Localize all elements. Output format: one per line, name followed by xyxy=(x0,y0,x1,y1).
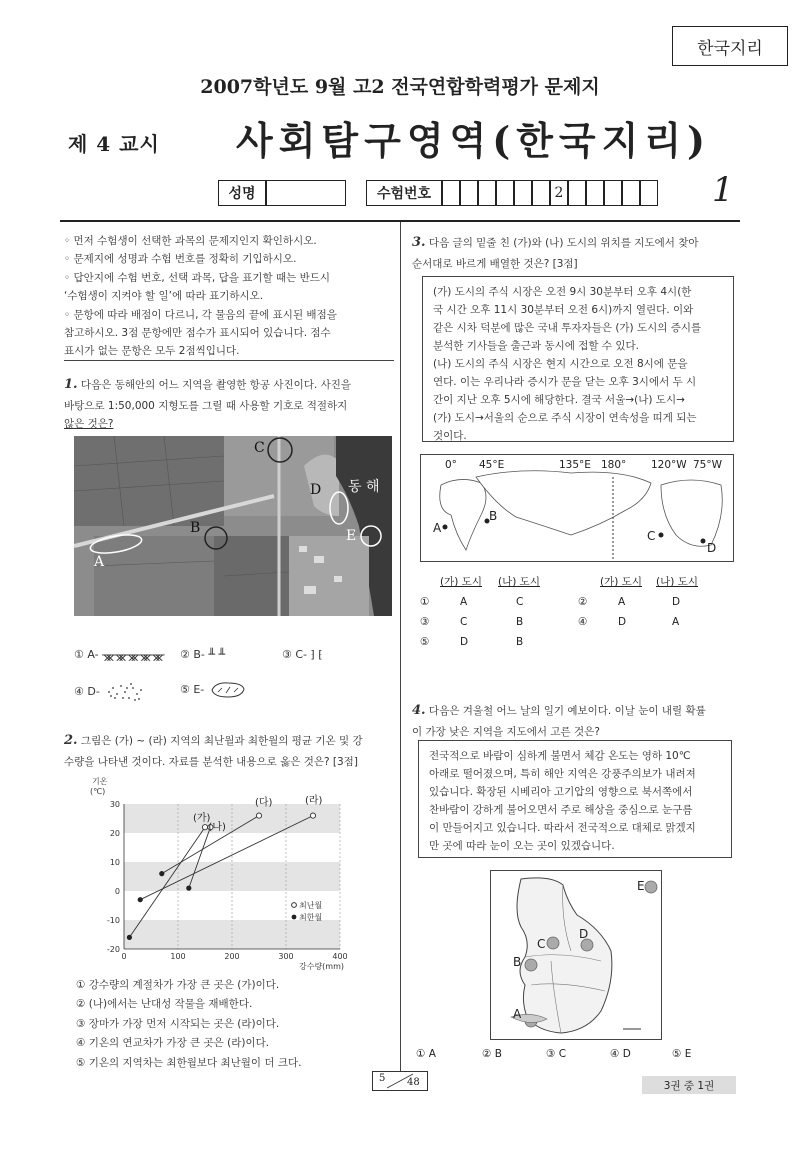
world-map xyxy=(420,454,734,562)
q3-col-ga: (가) 도시 xyxy=(440,576,482,588)
question-text: 다음은 동해안의 어느 지역을 촬영한 항공 사진이다. 사진을 xyxy=(80,379,352,391)
exam-number-box[interactable] xyxy=(442,180,460,206)
q1-option-1[interactable] xyxy=(74,648,163,661)
period-label: 제 4 교시 xyxy=(68,132,160,156)
column-divider xyxy=(400,222,401,1072)
instruction-line: ◦ 답안지에 수험 번호, 선택 과목, 답을 표기할 때는 반드시 xyxy=(64,271,331,284)
chart-x-tick: 300 xyxy=(278,952,294,961)
chart-point-cold xyxy=(127,935,132,940)
chart-y-tick: 10 xyxy=(109,858,120,867)
chart-point-cold xyxy=(159,871,164,876)
map-point-c: C xyxy=(537,937,546,951)
notes-divider xyxy=(64,360,394,361)
choice-na: C xyxy=(516,596,524,608)
passage-line: 국 시간 오후 11시 30분부터 오전 6시)까지 열린다. 이와 xyxy=(433,304,694,317)
korea-map xyxy=(490,870,662,1040)
sand-symbol xyxy=(103,680,149,704)
footer-page: 5 xyxy=(379,1073,386,1084)
choice-ga: A xyxy=(460,596,468,608)
passage-line: 이 만들어지고 있습니다. 따라서 전국적으로 대체로 맑겠지 xyxy=(429,822,696,835)
question-4 xyxy=(412,700,738,741)
exam-number-digit: 2 xyxy=(550,180,568,206)
q1-option-4[interactable] xyxy=(74,680,149,704)
exam-number-box[interactable] xyxy=(568,180,586,206)
photo-label-d: D xyxy=(310,482,322,498)
map-point-d: D xyxy=(707,541,717,555)
question-number: 3. xyxy=(412,235,426,250)
passage-line: 만 곳에 따라 눈이 오는 곳이 있겠습니다. xyxy=(429,840,615,853)
passage-line: 같은 시차 덕분에 많은 국내 투자자들은 (가) 도시의 증시를 xyxy=(433,322,702,335)
map-point-b: B xyxy=(489,509,498,523)
passage-line: 연다. 이는 우리나라 증시가 문을 닫는 오후 3시에서 두 시 xyxy=(433,376,697,389)
legend-cold-label: 최한월 xyxy=(299,913,323,922)
chart-point-warm xyxy=(202,825,207,830)
chart-point-label: (나) xyxy=(208,822,226,834)
exam-number-box[interactable] xyxy=(460,180,478,206)
q1-option-3[interactable] xyxy=(282,648,323,661)
map-point-a: A xyxy=(513,1007,522,1021)
lon-label: 120°W xyxy=(651,459,687,471)
climate-chart xyxy=(70,772,370,972)
q3-passage xyxy=(422,276,734,442)
instruction-line: ◦ 문제지에 성명과 수험 번호를 정확히 기입하시오. xyxy=(64,253,297,266)
q4-choice-1[interactable]: ① A xyxy=(416,1048,436,1060)
option-label: ① A- xyxy=(74,648,99,661)
map-point-e: E xyxy=(637,879,645,893)
q1-option-2[interactable] xyxy=(180,648,225,661)
passage-line: (가) 도시의 주식 시장은 오전 9시 30분부터 오후 4시(한 xyxy=(433,286,692,298)
map-point-c: C xyxy=(647,529,656,543)
photo-label-e: E xyxy=(346,528,357,544)
chart-point-label: (가) xyxy=(193,813,211,825)
passage-line: 아래로 떨어졌으며, 특히 해안 지역은 강풍주의보가 내려져 xyxy=(429,768,696,781)
subject-label-box xyxy=(672,26,788,66)
chart-point-label: (라) xyxy=(305,795,323,807)
chart-y-label-unit: (℃) xyxy=(90,787,106,796)
subject-label: 한국지리 xyxy=(697,38,763,59)
exam-number-box[interactable] xyxy=(514,180,532,206)
chart-x-tick: 200 xyxy=(224,952,240,961)
chart-y-tick: 0 xyxy=(114,887,120,896)
instruction-line: ‘수험생이 지켜야 할 일’에 따라 표기하시오. xyxy=(64,290,264,303)
chart-point-warm xyxy=(256,813,261,818)
choice-number: ② xyxy=(578,596,588,608)
passage-line: 분석한 기사들을 출근과 동시에 접할 수 있다. xyxy=(433,340,639,353)
question-number: 1. xyxy=(64,377,78,392)
photo-label-b: B xyxy=(190,520,201,536)
question-text: 그림은 (가) ~ (라) 지역의 최난월과 최한월의 평균 기온 및 강 xyxy=(80,735,363,747)
question-text: 바탕으로 1:50,000 지형도를 그릴 때 사용할 기호로 적절하지 xyxy=(64,399,348,412)
option-label: ⑤ E- xyxy=(180,683,205,696)
choice-ga: A xyxy=(618,596,626,608)
choice-number: ④ xyxy=(578,616,588,628)
question-text: 이 가장 낮은 지역을 지도에서 고른 것은? xyxy=(412,725,600,738)
q2-choice-1[interactable]: ① 강수량의 계절차가 가장 큰 곳은 (가)이다. xyxy=(76,979,280,991)
chart-y-label: 기온 xyxy=(92,777,108,786)
chart-x-tick: 0 xyxy=(121,952,127,961)
question-text: 순서대로 바르게 배열한 것은? [3점] xyxy=(412,257,578,270)
exam-number-label: 수험번호 xyxy=(366,180,442,206)
question-number: 4. xyxy=(412,703,426,718)
question-text: 다음 글의 밑줄 친 (가)와 (나) 도시의 위치를 지도에서 찾아 xyxy=(428,237,699,249)
photo-label-a: A xyxy=(94,554,105,570)
question-text: 수량을 나타낸 것이다. 자료를 분석한 내용으로 옳은 것은? [3점] xyxy=(64,755,358,768)
main-title: 사회탐구영역(한국지리) xyxy=(236,118,712,163)
question-text: 않은 것은? xyxy=(64,418,114,431)
q2-choices xyxy=(76,976,396,1073)
option-label: ④ D- xyxy=(74,685,100,698)
lon-label: 0° xyxy=(445,459,457,471)
exam-number-box[interactable] xyxy=(640,180,658,206)
passage-line: 전국적으로 바람이 심하게 불면서 체감 온도는 영하 10℃ xyxy=(429,750,691,762)
chart-point-label: (다) xyxy=(255,797,273,809)
option-label: ② B- ╨ ╨ xyxy=(180,648,226,661)
map-point-a: A xyxy=(433,521,442,535)
map-point-b: B xyxy=(513,955,522,969)
q2-choice-3[interactable]: ③ 장마가 가장 먼저 시작되는 곳은 (라)이다. xyxy=(76,1017,280,1030)
page-number: 1 xyxy=(712,170,734,210)
q3-col-na: (나) 도시 xyxy=(498,576,540,588)
choice-na: D xyxy=(672,596,681,608)
instruction-line: 참고하시오. 3점 문항에만 점수가 표시되어 있습니다. 점수 xyxy=(64,326,331,339)
choice-ga: D xyxy=(618,616,627,628)
instructions xyxy=(64,232,394,361)
q2-choice-4[interactable]: ④ 기온의 연교차가 가장 큰 곳은 (라)이다. xyxy=(76,1037,270,1050)
passage-line: (나) 도시의 주식 시장은 현지 시간으로 오전 8시에 문을 xyxy=(433,358,688,371)
exam-number-box[interactable] xyxy=(532,180,550,206)
photo-label-sea: 동 해 xyxy=(348,479,380,495)
choice-na: A xyxy=(672,616,680,628)
climate-chart-svg xyxy=(70,772,370,972)
rock-symbol xyxy=(208,680,248,700)
q4-passage xyxy=(418,740,732,858)
exam-number-box[interactable] xyxy=(496,180,514,206)
q4-choice-5[interactable]: ⑤ E xyxy=(672,1048,692,1060)
chart-point-warm xyxy=(310,813,315,818)
lon-label: 180° xyxy=(601,459,627,471)
booklet-label: 3권 중 1권 xyxy=(642,1076,736,1094)
chart-point-cold xyxy=(138,897,143,902)
passage-line: 간이 지난 오후 5시에 해당한다. 결국 서울→(나) 도시→ xyxy=(433,394,685,407)
aerial-photo xyxy=(74,436,392,616)
passage-line: 것이다. xyxy=(433,430,467,443)
passage-line: 찬바람이 강하게 불어오면서 주로 해상을 중심으로 눈구름 xyxy=(429,804,693,817)
passage-line: 있습니다. 확장된 시베리아 고기압의 영향으로 북서쪽에서 xyxy=(429,786,693,799)
choice-ga: C xyxy=(460,616,468,628)
choice-number: ③ xyxy=(420,616,430,628)
map-point-d: D xyxy=(579,927,589,941)
photo-label-c: C xyxy=(254,440,265,456)
question-number: 2. xyxy=(64,733,78,748)
choice-na: B xyxy=(516,636,524,648)
question-2 xyxy=(64,730,394,771)
legend-warm-marker xyxy=(292,903,297,908)
chart-y-tick: -20 xyxy=(106,945,120,954)
exam-number-box[interactable] xyxy=(604,180,622,206)
legend-cold-marker xyxy=(292,915,297,920)
chart-y-tick: 30 xyxy=(109,800,120,809)
chart-y-tick: -10 xyxy=(106,916,120,925)
chart-x-tick: 400 xyxy=(332,952,348,961)
exam-number-box[interactable] xyxy=(622,180,640,206)
lon-label: 75°W xyxy=(693,459,722,471)
choice-number: ① xyxy=(420,596,430,608)
chart-point-cold xyxy=(186,886,191,891)
q4-choice-2[interactable]: ② B xyxy=(482,1048,502,1060)
chart-y-tick: 20 xyxy=(109,829,120,838)
examinee-info-row xyxy=(218,180,658,206)
legend-warm-label: 최난월 xyxy=(299,901,323,910)
footer-page-box xyxy=(372,1071,428,1091)
question-text: 다음은 겨울철 어느 날의 일기 예보이다. 이날 눈이 내릴 확률 xyxy=(428,705,706,717)
lon-label: 135°E xyxy=(559,459,591,471)
exam-number-box[interactable] xyxy=(478,180,496,206)
choice-ga: D xyxy=(460,636,469,648)
lon-label: 45°E xyxy=(479,459,505,471)
q2-choice-5[interactable]: ⑤ 기온의 지역차는 최한월보다 최난월이 더 크다. xyxy=(76,1056,302,1069)
q4-choice-3[interactable]: ③ C xyxy=(546,1048,567,1060)
q1-option-5[interactable] xyxy=(180,680,248,700)
chart-x-label: 강수량(mm) xyxy=(298,962,344,971)
name-label: 성명 xyxy=(218,180,266,206)
question-1 xyxy=(64,374,394,434)
q3-col-ga: (가) 도시 xyxy=(600,576,642,588)
choice-number: ⑤ xyxy=(420,636,430,648)
instruction-line: ◦ 먼저 수험생이 선택한 과목의 문제지인지 확인하시오. xyxy=(64,235,317,247)
option-label: ③ C- ⁆ ⁅ xyxy=(282,648,323,661)
question-3 xyxy=(412,232,738,273)
q3-col-na: (나) 도시 xyxy=(656,576,698,588)
instruction-line: ◦ 문항에 따라 배점이 다르니, 각 물음의 끝에 표시된 배점을 xyxy=(64,308,337,321)
instruction-line: 표시가 없는 문항은 모두 2점씩입니다. xyxy=(64,345,240,358)
marsh-symbol: ᚘᚘᚘᚘᚘ xyxy=(102,648,164,661)
name-field[interactable] xyxy=(266,180,346,206)
aerial-photo-svg xyxy=(74,436,392,616)
q4-choice-4[interactable]: ④ D xyxy=(610,1048,631,1060)
exam-title: 2007학년도 9월 고2 전국연합학력평가 문제지 xyxy=(200,76,600,98)
choice-na: B xyxy=(516,616,524,628)
q2-choice-2[interactable]: ② (나)에서는 난대성 작물을 재배한다. xyxy=(76,998,253,1011)
passage-line: (가) 도시→서울의 순으로 주식 시장이 연속성을 띠게 되는 xyxy=(433,412,697,425)
exam-number-box[interactable] xyxy=(586,180,604,206)
chart-x-tick: 100 xyxy=(170,952,186,961)
footer-total: 48 xyxy=(407,1077,420,1088)
